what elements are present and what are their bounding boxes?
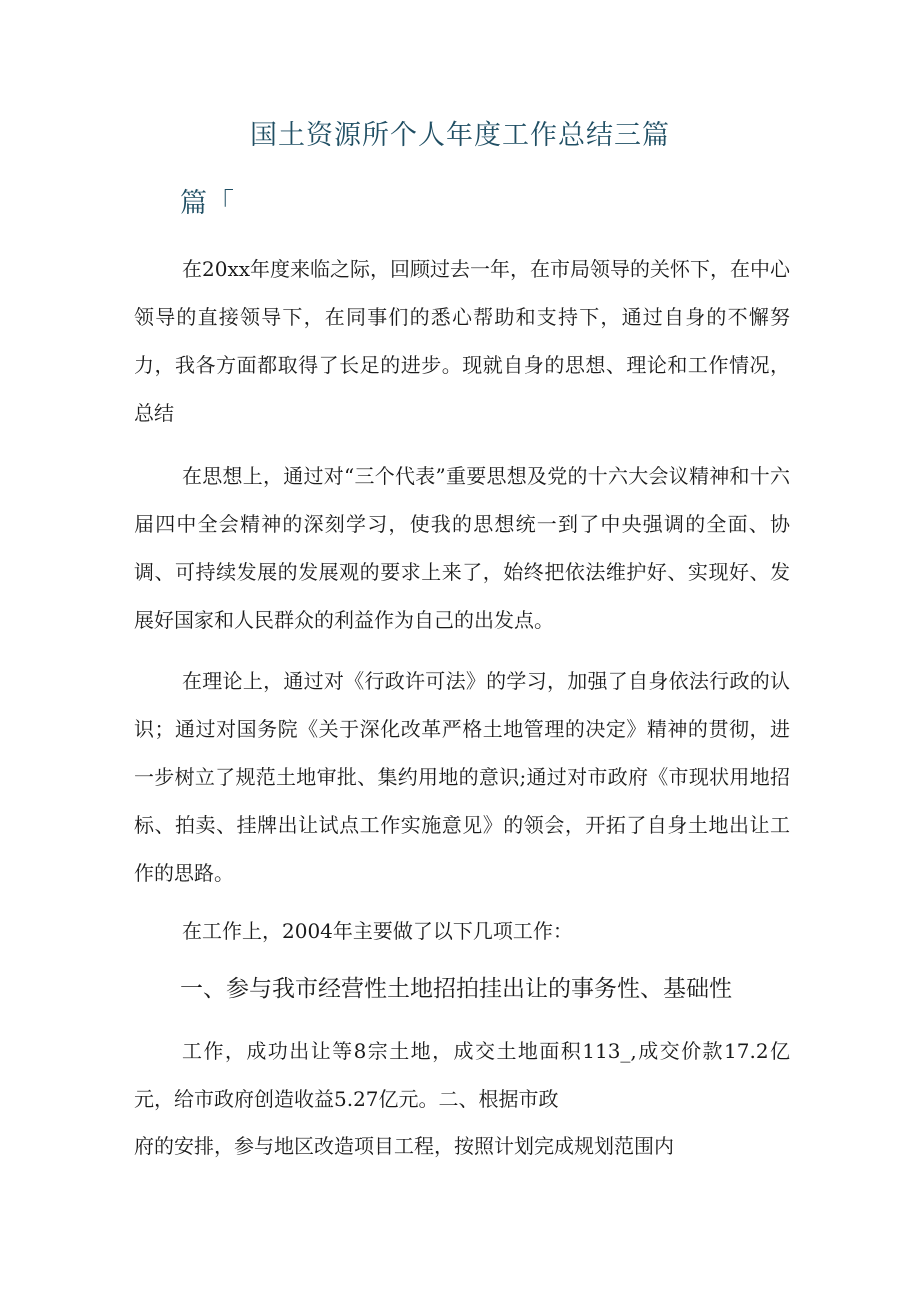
section-heading: 篇「 <box>180 188 234 219</box>
paragraph-theory: 在理论上，通过对《行政许可法》的学习，加强了自身依法行政的认识；通过对国务院《关于深化改革严格土地管理的决定》精神的贯彻，进一步树立了规范土地审批、集约用地的意识;通过对市政府《市现状用地招标、拍卖、挂牌出让试点工作实施意见》的领会，开拓了自身土地出让工作的思路。 <box>134 669 790 885</box>
paragraph-work-intro: 在工作上，2004年主要做了以下几项工作： <box>182 919 573 943</box>
paragraph-intro: 在20xx年度来临之际，回顾过去一年，在市局领导的关怀下，在中心领导的直接领导下，在同事们的悉心帮助和支持下，通过自身的不懈努力，我各方面都取得了长足的进步。现就自身的思想、理论和工作情况，总结 <box>134 257 791 425</box>
paragraph-continuation: 府的安排，参与地区改造项目工程，按照计划完成规划范围内 <box>134 1134 674 1158</box>
paragraph-work-detail: 工作，成功出让等8宗土地，成交土地面积113_,成交价款17.2亿元，给市政府创造收益5.27亿元。二、根据市政 <box>134 1039 790 1111</box>
item-heading: 一、参与我市经营性土地招拍挂出让的事务性、基础性 <box>180 976 732 1002</box>
paragraph-thought: 在思想上，通过对“三个代表”重要思想及党的十六大会议精神和十六届四中全会精神的深刻学习，使我的思想统一到了中央强调的全面、协调、可持续发展的发展观的要求上来了，始终把依法维护好、实现好、发展好国家和人民群众的利益作为自己的出发点。 <box>134 464 790 632</box>
document-title: 国土资源所个人年度工作总结三篇 <box>250 120 670 151</box>
